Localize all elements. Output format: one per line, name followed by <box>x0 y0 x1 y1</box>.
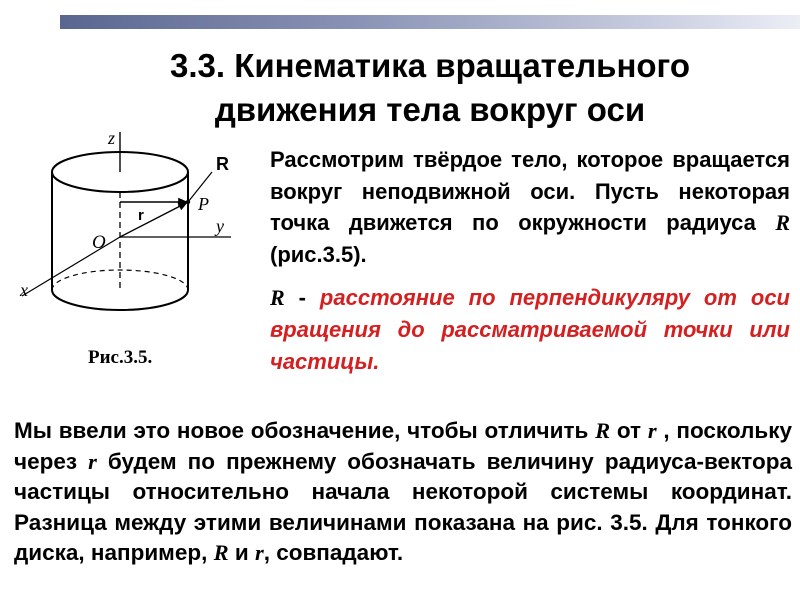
symbol-R: R <box>595 418 611 443</box>
deco-square <box>8 4 22 18</box>
title-line-1: 3.3. Кинематика вращательного <box>169 47 691 84</box>
intro-text-2: (рис.3.5). <box>270 241 367 267</box>
explanation-text-4: будем по прежнему обозначать величину радиуса-вектора частицы относительно начала некоторой системы координат. Разница между этими величинами показана на рис. 3.5. Для тонкого диска, например, <box>14 448 792 565</box>
label-z: z <box>108 128 116 148</box>
symbol-r: r <box>647 418 657 443</box>
cylinder-bottom-front <box>52 290 188 310</box>
r-vector <box>120 202 188 237</box>
figure-caption: Рис.3.5. <box>88 347 153 368</box>
symbol-R: R <box>775 210 790 235</box>
deco-square <box>26 0 36 10</box>
label-y: y <box>216 216 224 236</box>
symbol-R: R <box>213 540 229 565</box>
deco-square <box>40 10 50 20</box>
point-P <box>186 200 190 204</box>
explanation-text-1: Мы ввели это новое обозначение, чтобы отличить <box>14 418 596 443</box>
intro-paragraph <box>270 144 790 270</box>
label-x: x <box>20 280 28 300</box>
cylinder-diagram <box>16 128 256 328</box>
symbol-r: r <box>254 540 264 565</box>
cylinder-figure <box>16 128 256 328</box>
label-r: r <box>138 207 144 224</box>
header-bar <box>60 15 800 29</box>
definition-text: расстояние по перпендикуляру от оси вращения до рассматриваемой точки или частицы. <box>270 285 790 374</box>
explanation-text-3: , поскольку через <box>14 418 792 474</box>
explanation-text-6: , совпадают. <box>263 540 404 565</box>
slide-title <box>100 44 760 132</box>
definition-paragraph <box>270 282 790 378</box>
title-line-2: движения тела вокруг оси <box>214 91 646 128</box>
deco-square <box>28 26 40 38</box>
explanation-paragraph <box>14 416 792 569</box>
label-R: R <box>216 154 229 174</box>
symbol-R: R <box>270 285 285 310</box>
label-O: O <box>92 232 106 253</box>
label-P: P <box>198 194 209 214</box>
explanation-text-5: и <box>228 540 255 565</box>
explanation-text-2: от <box>610 418 648 443</box>
intro-text-1: Рассмотрим твёрдое тело, которое вращается вокруг неподвижной оси. Пусть некоторая точка движется по окружности радиуса <box>270 147 790 235</box>
symbol-r: r <box>88 448 97 474</box>
definition-dash: - <box>284 285 320 310</box>
